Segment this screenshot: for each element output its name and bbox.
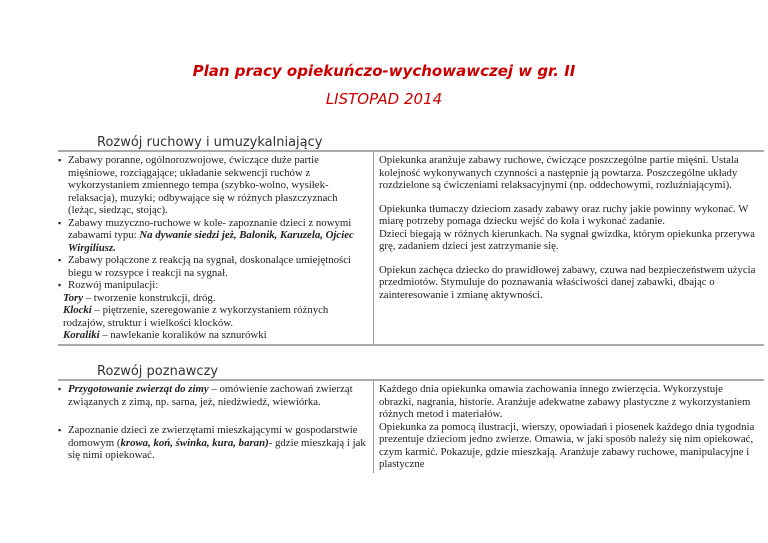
animal-names: krowa, koń, świnka, kura, baran)	[120, 436, 269, 449]
bullet-icon: ▪	[58, 425, 62, 435]
bullet-icon: ▪	[58, 155, 62, 165]
bullet-icon: ▪	[58, 255, 62, 265]
manipulation-line	[63, 329, 368, 342]
list-item-text: Zabawy muzyczno-ruchowe w kole- zapoznanie dzieci z nowymi zabawami typu:	[68, 216, 352, 241]
method-paragraph: Dzieci biegają w różnych kierunkach. Na sygnał gwizdka, którym opiekunka przerywa grę, zadaniem dzieci jest zatrzymanie się.	[379, 227, 755, 252]
term-label: Klocki	[63, 304, 92, 316]
cognitive-activities-cell	[58, 381, 374, 473]
document-month: LISTOPAD 2014	[325, 90, 443, 108]
cognitive-methods-cell	[374, 381, 765, 473]
bullet-icon: ▪	[58, 217, 62, 228]
list-item	[58, 383, 368, 408]
section-heading-cognitive: Rozwój poznawczy	[97, 364, 219, 379]
list-item-text: Zabawy połączone z reakcją na sygnał, doskonalące umiejętności biegu w rozsypce i reakcji na sygnał.	[68, 254, 351, 279]
method-paragraph: Każdego dnia opiekunka omawia zachowania innego zwierzęcia. Wykorzystuje obrazki, nagrania, historie. Aranżuje adekwatne zabawy plastyczne z wykorzystaniem różnych metod i materiałów.	[379, 383, 751, 420]
list-item-text: - gdzie mieszkają i jak się nimi opiekować.	[68, 436, 366, 461]
manipulation-line	[63, 292, 368, 305]
list-item	[58, 424, 368, 462]
bullet-icon: ▪	[58, 384, 62, 394]
motor-activities-cell	[58, 152, 374, 344]
term-text: – piętrzenie, szeregowanie z wykorzystaniem różnych rodzajów, struktur i wielkości klocków.	[63, 304, 329, 329]
list-item	[58, 216, 368, 255]
list-item-text: – omówienie zachowań zwierząt związanych z zimą, np. sarna, jeż, niedźwiedź, wiewiórka.	[68, 383, 353, 408]
term-label: Koraliki	[63, 329, 100, 341]
method-paragraph: Opiekunka aranżuje zabawy ruchowe, ćwiczące poszczególne partie mięśni. Ustala kolejność wykonywanych czynności a następnie ją powtarza. Poszczególne układy rozdzielone są ćwiczeniami relaksacyjnymi (np. oddechowymi, rozluźniającymi).	[379, 154, 739, 191]
list-item-text: Zabawy poranne, ogólnorozwojowe, ćwiczące duże partie mięśniowe, rozciągające; układanie sekwencji ruchów z wykorzystaniem zmiennego tempa (szybko-wolno, wysiłek-relaksacja), muzyki; odbywające się w różnych płaszczyznach (leżąc, siedząc, stojąc).	[68, 154, 338, 216]
motor-development-table	[58, 152, 764, 344]
method-paragraph: Opiekunka za pomocą ilustracji, wierszy, opowiadań i piosenek każdego dnia tygodnia prezentuje dzieciom jedno zwierze. Omawia, w jaki sposób należy się nim opiekować, czym karmić. Pokazuje, gdzie mieszkają. Aranżuje zabawy ruchowe, manipulacyjne i plastyczne	[379, 420, 755, 470]
bullet-icon: ▪	[58, 280, 62, 290]
motor-methods-cell	[374, 152, 765, 344]
list-item	[58, 154, 368, 217]
list-item	[58, 279, 368, 292]
section-heading-motor: Rozwój ruchowy i umuzykalniający	[97, 135, 323, 150]
list-item	[58, 254, 368, 279]
document-title: Plan pracy opiekuńczo-wychowawczej w gr. II	[192, 62, 576, 80]
term-text: – nawlekanie koralików na sznurówki	[99, 329, 267, 341]
term-label: Tory	[63, 291, 83, 304]
term-text: – tworzenie konstrukcji, dróg.	[83, 291, 216, 304]
section-divider	[58, 344, 764, 346]
cognitive-development-table	[58, 381, 764, 473]
topic-title: Przygotowanie zwierząt do zimy	[68, 383, 209, 395]
list-item-text: Zapoznanie dzieci ze zwierzętami mieszkającymi w gospodarstwie domowym (	[68, 424, 358, 449]
list-item-text: Rozwój manipulacji:	[68, 279, 159, 291]
manipulation-line	[63, 304, 368, 329]
method-paragraph: Opiekunka tłumaczy dzieciom zasady zabawy oraz ruchy jakie powinny wykonać. W miarę potrzeby pomaga dziecku wejść do koła i wykonać zadanie.	[379, 202, 749, 227]
method-paragraph: Opiekun zachęca dziecko do prawidłowej zabawy, czuwa nad bezpieczeństwem użycia przedmiotów. Stymuluje do poznawania właściwości danej zabawki, dbając o zainteresowanie i zmianę aktywności.	[379, 263, 756, 301]
game-names: Na dywanie siedzi jeż, Balonik, Karuzela, Ojciec Wirgiliusz.	[68, 229, 354, 254]
